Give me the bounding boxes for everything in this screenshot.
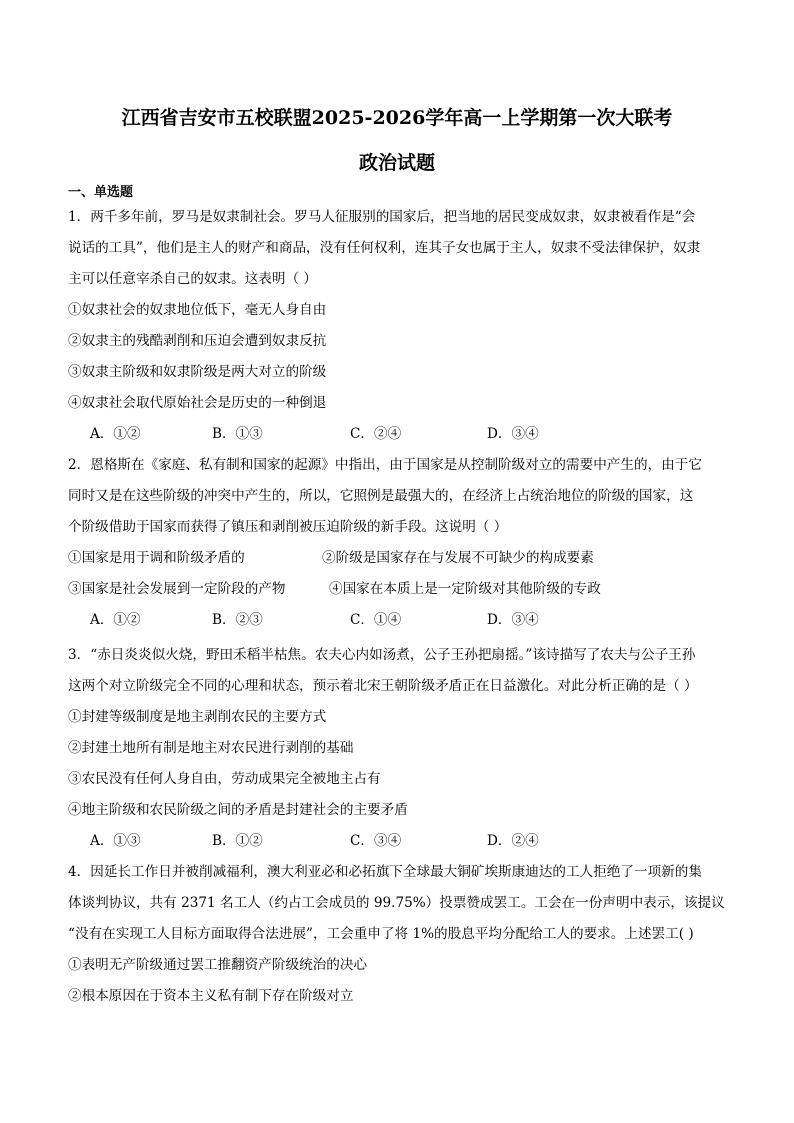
q3-stem-line-2: 这两个对立阶级完全不同的心理和状态，预示着北宋王朝阶级矛盾正在日益激化。对此分析正确的是（ ） <box>68 678 698 694</box>
q1-option-d[interactable]: D．③④ <box>487 426 539 442</box>
q4-stem-line-2: 体谈判协议，共有 2371 名工人（约占工会成员的 99.75%）投票赞成罢工。工会在一份声明中表示，该提议 <box>68 895 725 911</box>
q2-option-c[interactable]: C．①④ <box>350 612 402 628</box>
q1-statement-4: ④奴隶社会取代原始社会是历史的一种倒退 <box>68 395 327 411</box>
q1-option-c[interactable]: C．②④ <box>350 426 402 442</box>
q2-option-a[interactable]: A．①② <box>90 612 141 628</box>
q2-statement-3: ③国家是社会发展到一定阶段的产物 <box>68 581 286 597</box>
q3-statement-4: ④地主阶级和农民阶级之间的矛盾是封建社会的主要矛盾 <box>68 802 408 818</box>
q3-option-b[interactable]: B．①② <box>212 833 263 849</box>
q3-statement-1: ①封建等级制度是地主剥削农民的主要方式 <box>68 709 327 725</box>
q1-stem-line-2: 说话的工具”，他们是主人的财产和商品，没有任何权利，连其子女也属于主人，奴隶不受法律保护，奴隶 <box>68 240 701 256</box>
q1-statement-2: ②奴隶主的残酷剥削和压迫会遭到奴隶反抗 <box>68 333 327 349</box>
q2-statement-2: ②阶级是国家存在与发展不可缺少的构成要素 <box>322 550 594 566</box>
q4-statement-1: ①表明无产阶级通过罢工推翻资产阶级统治的决心 <box>68 957 368 973</box>
q1-statement-1: ①奴隶社会的奴隶地位低下，毫无人身自由 <box>68 302 327 318</box>
q3-stem-line-1: 3．“赤日炎炎似火烧，野田禾稻半枯焦。农夫心内如汤煮，公子王孙把扇摇。”该诗描写了农夫与公子王孙 <box>68 647 696 663</box>
q3-option-c[interactable]: C．③④ <box>350 833 402 849</box>
q4-stem-line-3: “没有在实现工人目标方面取得合法进展”，工会重申了将 1%的股息平均分配给工人的要求。上述罢工( ) <box>68 926 694 942</box>
q4-stem-line-1: 4．因延长工作日并被削减福利，澳大利亚必和必拓旗下全球最大铜矿埃斯康迪达的工人拒绝了一项新的集 <box>68 864 702 880</box>
q3-statement-3: ③农民没有任何人身自由，劳动成果完全被地主占有 <box>68 771 381 787</box>
q1-option-b[interactable]: B．①③ <box>212 426 263 442</box>
exam-subtitle: 政治试题 <box>358 152 435 174</box>
q2-stem-line-1: 2．恩格斯在《家庭、私有制和国家的起源》中指出，由于国家是从控制阶级对立的需要中产生的，由于它 <box>68 457 702 473</box>
q3-option-a[interactable]: A．①③ <box>90 833 141 849</box>
q1-option-a[interactable]: A．①② <box>90 426 141 442</box>
q2-option-d[interactable]: D．③④ <box>487 612 539 628</box>
q2-stem-line-3: 个阶级借助于国家而获得了镇压和剥削被压迫阶级的新手段。这说明（ ） <box>68 519 508 535</box>
q1-stem-line-1: 1．两千多年前，罗马是奴隶制社会。罗马人征服别的国家后，把当地的居民变成奴隶，奴隶被看作是“会 <box>68 209 696 225</box>
section-heading: 一、单选题 <box>68 185 134 200</box>
q3-statement-2: ②封建土地所有制是地主对农民进行剥削的基础 <box>68 740 354 756</box>
q3-option-d[interactable]: D．②④ <box>487 833 539 849</box>
q2-statement-4: ④国家在本质上是一定阶级对其他阶级的专政 <box>329 581 601 597</box>
q2-option-b[interactable]: B．②③ <box>212 612 263 628</box>
exam-title: 江西省吉安市五校联盟2025-2026学年高一上学期第一次大联考 <box>121 107 673 129</box>
q1-stem-line-3: 主可以任意宰杀自己的奴隶。这表明（ ） <box>68 271 318 287</box>
q2-stem-line-2: 同时又是在这些阶级的冲突中产生的，所以，它照例是最强大的，在经济上占统治地位的阶级的国家，这 <box>68 488 694 504</box>
q1-statement-3: ③奴隶主阶级和奴隶阶级是两大对立的阶级 <box>68 364 327 380</box>
q2-statement-1: ①国家是用于调和阶级矛盾的 <box>68 550 245 566</box>
q4-statement-2: ②根本原因在于资本主义私有制下存在阶级对立 <box>68 988 354 1004</box>
